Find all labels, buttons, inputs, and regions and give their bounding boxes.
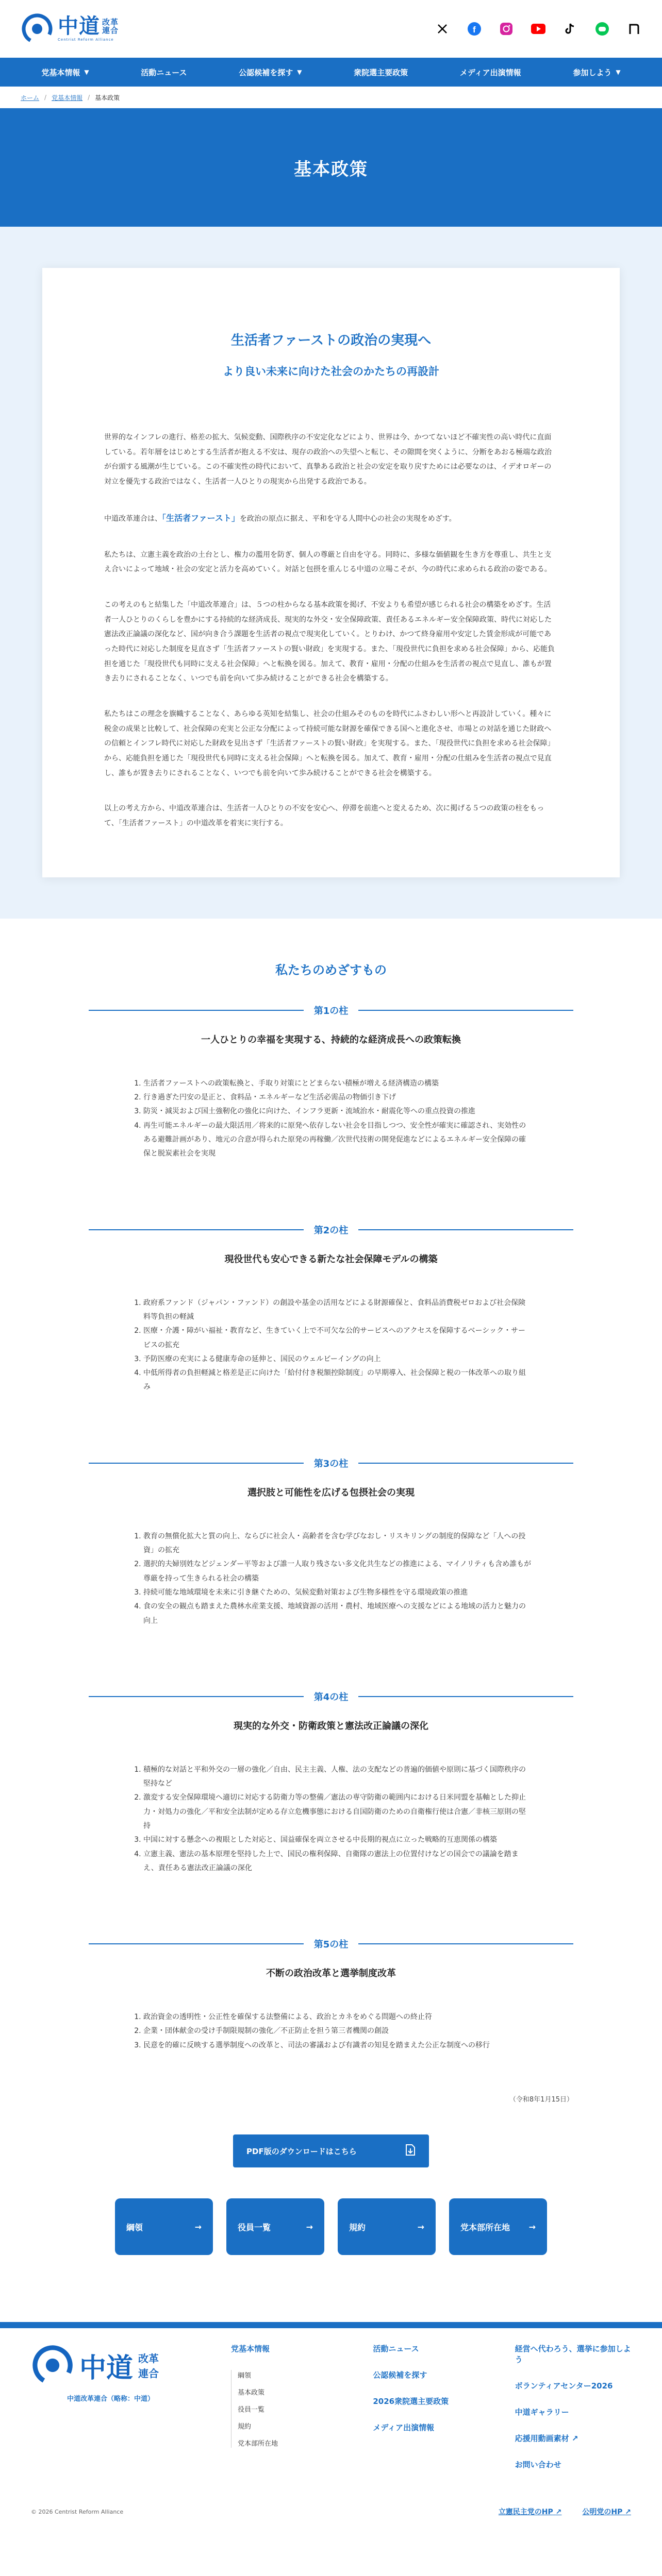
highlight-text: 「生活者ファースト」 [162, 513, 240, 523]
goals-title: 私たちのめざすもの [275, 962, 387, 977]
pillar-header [89, 1456, 573, 1470]
footer-bottom [31, 2506, 631, 2517]
pillar-heading: 現役世代も安心できる新たな社会保障モデルの構築 [224, 1253, 438, 1265]
arrow-right-icon: → [194, 2222, 202, 2232]
intro-paragraph: 私たちはこの理念を旗幟することなく、あらゆる英知を結集し、社会の仕組みそのものを時代にふさわしい形へと再設計していく。種々に税金の成果と比較して、社会保障の充実と公正な分配によって持続可能な財源を確保できる国へと進化させ、市場との対話を通じた財政への信頼とインフレ時代に対応した財政を見出さず「生活者ファーストの賢い財政」を実現する。また、「現役世代に負担を求める社会保障」から、応能負担を通じた「現役世代も同時に支える社会保障」へと転換を図る。加えて、教育・雇用・分配の仕組みを生活者の視点で見直し、誰もが置き去りにされることなく、いつでも前を向いて歩み続けることができる社会を構築する。 [104, 710, 555, 777]
goals-section [89, 919, 573, 2322]
list-item: 3. 中国に対する懸念への複眼とした対応と、国益確保を両立させる中長期的視点に立った戦略的互恵関係の構築 [143, 1833, 532, 1847]
pillar-items [130, 1077, 532, 1161]
logo-main-text: 中道 [58, 14, 100, 38]
pillar-label: 第5の柱 [313, 1939, 349, 1951]
nav-label: 参加しよう [573, 67, 612, 77]
pillar-header [89, 1004, 573, 1017]
pillar-items [130, 2010, 532, 2053]
footer-link[interactable] [515, 2433, 631, 2444]
instagram-icon[interactable] [499, 22, 514, 36]
pillar-label: 第3の柱 [313, 1458, 349, 1469]
divider-line [89, 1010, 304, 1011]
breadcrumb-separator: / [88, 94, 90, 101]
footer-sublink[interactable]: 党本部所在地 [238, 2440, 278, 2448]
list-item: 4. 再生可能エネルギーの最大限活用／将来的に原発へ依存しない社会を目指しつつ、安全性が確実に確認され、実効性のある避難計画があり、地元の合意が得られた原発の再稼働／次世代技術の開発促進などによるエネルギー安全保障の確保と脱炭素社会を実現 [143, 1119, 532, 1161]
page-title: 基本政策 [294, 159, 368, 180]
logo-small-text-1: 改革 [102, 17, 119, 27]
pillar-section [89, 1456, 573, 1628]
list-item: 2. 医療・介護・障がい福祉・教育など、生きていく上で不可欠な公的サービスへのアクセスを保障するベーシック・サービスの拡充 [143, 1324, 532, 1352]
list-item: 2. 激変する安全保障環境へ適切に対応する防衛力等の整備／憲法の専守防衛の範囲内における日米同盟を基軸とした抑止力・対処力の強化／平和安全法制が定める存立危機事態における自国防衛のための自衛権行使は合憲／非核三原則の堅持 [143, 1791, 532, 1833]
divider-line [358, 1010, 573, 1011]
list-item: 3. 持続可能な地域環境を未来に引き継ぐための、気候変動対策および生物多様性を守る環境政策の推進 [143, 1586, 532, 1600]
footer-link[interactable]: お問い合わせ [515, 2460, 561, 2470]
line-icon[interactable] [595, 22, 609, 36]
note-icon[interactable] [627, 22, 641, 36]
breadcrumb-separator: / [44, 94, 47, 101]
footer-col-1 [231, 2344, 347, 2486]
pillar-header [89, 1223, 573, 1236]
divider-line [89, 1463, 304, 1464]
footer-sublink[interactable]: 規約 [238, 2423, 252, 2431]
publish-date: （令和8年1月15日） [509, 2096, 573, 2104]
footer-link[interactable]: 公認候補を探す [373, 2370, 427, 2380]
footer-org-name: 中道改革連合（略称：中道） [67, 2395, 155, 2403]
intro-section [0, 227, 662, 919]
arrow-right-icon: → [528, 2222, 536, 2232]
divider-line [89, 1229, 304, 1230]
copyright: © 2026 Centrist Reform Alliance [31, 2508, 124, 2515]
footer-link-label: 応援用動画素材 [515, 2434, 569, 2444]
list-item: 4. 食の安全の観点も踏まえた農林水産業支援、地域資源の活用・農村、地域医療への支援などによる地域の活力と魅力の向上 [143, 1600, 532, 1628]
list-item: 1. 積極的な対話と平和外交の一層の強化／自由、民主主義、人権、法の支配などの普遍的価値や原則に基づく国際秩序の堅持など [143, 1763, 532, 1791]
intro-title: 生活者ファーストの政治の実現へ [230, 333, 432, 348]
footer-logo[interactable] [31, 2344, 205, 2387]
tiktok-icon[interactable] [563, 22, 577, 36]
pillar-label: 第4の柱 [313, 1691, 349, 1703]
partner-link[interactable] [499, 2506, 562, 2517]
arrow-right-icon: → [306, 2222, 313, 2232]
list-item: 3. 民意を的確に反映する選挙制度への改革と、司法の審議および有識者の知見を踏まえた公正な制度への移行 [143, 2039, 532, 2053]
pillar-heading: 現実的な外交・防衛政策と憲法改正論議の深化 [234, 1720, 428, 1732]
chevron-down-icon: ▼ [297, 69, 302, 76]
divider-line [89, 1943, 304, 1944]
nav-label: 衆院選主要政策 [354, 67, 408, 77]
chevron-down-icon: ▼ [616, 69, 621, 76]
divider-line [358, 1696, 573, 1697]
link-card-label: 党本部所在地 [460, 2222, 510, 2232]
nav-item-news[interactable] [141, 67, 187, 78]
top-bar [0, 0, 662, 58]
breadcrumb-home[interactable]: ホーム [21, 94, 40, 101]
footer-col-2 [373, 2344, 489, 2486]
nav-label: 党基本情報 [41, 67, 80, 77]
chevron-down-icon: ▼ [84, 69, 89, 76]
site-logo[interactable] [21, 12, 119, 45]
nav-item-media[interactable] [460, 67, 521, 78]
footer-link[interactable]: メディア出演情報 [373, 2423, 435, 2433]
text-span: 中道改革連合は、 [104, 514, 162, 523]
footer-link[interactable]: 2026衆院選主要政策 [373, 2397, 449, 2406]
logo-small-text-2: 連合 [102, 26, 119, 35]
main-nav [0, 58, 662, 87]
divider-line [358, 1943, 573, 1944]
list-item: 4. 立憲主義、憲法の基本原理を堅持した上で、国民の権利保障、自衛隊の憲法上の位置付けなどの国会での議論を踏まえ、責任ある憲法改正論議の深化 [143, 1848, 532, 1876]
list-item: 3. 防災・減災および国土強靭化の強化に向けた、インフラ更新・流域治水・耐震化等への重点投資の推進 [143, 1105, 532, 1118]
footer-link[interactable]: 党基本情報 [231, 2344, 270, 2354]
intro-paragraph [104, 510, 558, 527]
link-card-label: 綱領 [126, 2222, 143, 2232]
footer-link[interactable]: 中道ギャラリー [515, 2408, 569, 2417]
nav-label: 活動ニュース [141, 67, 187, 77]
footer-logo-text: 中道 [79, 2352, 134, 2384]
intro-paragraph: 以上の考え方から、中道改革連合は、生活者一人ひとりの不安を安心へ、停滞を前進へと変えるため、次に掲げる５つの政策の柱をもって、「生活者ファースト」の中道改革を着実に実行する。 [104, 804, 544, 828]
external-link-icon: ↗ [555, 2508, 562, 2517]
pillar-header [89, 1690, 573, 1703]
list-item: 2. 行き過ぎた円安の是正と、食料品・エネルギーなど生活必需品の物価引き下げ [143, 1091, 532, 1105]
footer-link[interactable]: ボランティアセンター2026 [515, 2381, 613, 2391]
facebook-icon[interactable] [467, 22, 482, 36]
link-card-label: 規約 [349, 2222, 366, 2232]
intro-subtitle: より良い未来に向けた社会のかたちの再設計 [223, 365, 439, 378]
footer-sublink[interactable]: 役員一覧 [238, 2406, 265, 2414]
intro-card [42, 268, 620, 877]
pillar-heading: 選択肢と可能性を広げる包摂社会の実現 [247, 1487, 415, 1498]
pillars-list [89, 1004, 573, 2053]
pillar-label: 第1の柱 [313, 1005, 349, 1016]
list-item: 4. 中低所得者の負担軽減と格差是正に向けた「給付付き税額控除制度」の早期導入、社会保障と税の一体改革への取り組み [143, 1366, 532, 1395]
divider-line [358, 1463, 573, 1464]
logo-emblem-icon [31, 2344, 74, 2387]
footer-col-3 [515, 2344, 631, 2486]
list-item: 1. 生活者ファーストへの政策転換と、手取り対策にとどまらない積極が増える経済構造の構築 [143, 1077, 532, 1091]
intro-paragraph: 私たちは、立憲主義を政治の土台とし、権力の濫用を防ぎ、個人の尊厳と自由を守る。同時に、多様な価値観を生き方を尊重し、共生と支え合いによって地域・社会の安定と活力を高めていく。対話と包摂を重んじる中道の立場こそが、今の時代に求められる政治の姿である。 [104, 550, 552, 574]
link-card-officers[interactable] [226, 2198, 324, 2255]
pillar-section [89, 1937, 573, 2053]
footer-logo-small: 改革 [138, 2352, 159, 2365]
footer-sublink[interactable]: 綱領 [238, 2372, 252, 2380]
footer-logo-small: 連合 [138, 2367, 159, 2380]
pillar-heading: 一人ひとりの幸福を実現する、持続的な経済成長への政策転換 [201, 1034, 461, 1045]
text-span: を政治の原点に据え、平和を守る人間中心の社会の実現をめざす。 [239, 514, 456, 523]
link-card-label: 役員一覧 [238, 2222, 271, 2232]
intro-paragraph: 世界的なインフレの進行、格差の拡大、気候変動、国際秩序の不安定化などにより、世界は今、かつてないほど不確実性の高い時代に直面している。若年層をはじめとする生活者が抱える不安は、現存の政治への失望へと転じ、その隙間を突くように、分断をあおる極端な政治が台頭する風潮が生じている。この不確実性の時代において、真摯ある政治と社会の安定を取り戻すためには必要なのは、イデオロギーの対立を優先する政治ではなく、生活者一人ひとりの現実から出発する政治である。 [104, 433, 552, 486]
intro-paragraph: この考えのもと結集した「中道改革連合」は、５つの柱からなる基本政策を掲げ、不安よりも希望が感じられる社会の構築をめざす。生活者一人ひとりのくらしを豊かにする持続的な経済成長、現実的な外交・安全保障政策、責任あるエネルギー安全保障政策、時代に対応した憲法改正論議の深化など、国が向き合う課題を生活者の視点で現実化していく。とりわけ、かつて終身雇用や安定した賃金形成が可能であった時代に対応した制度を見直さず「生活者ファーストの賢い財政」を実現する。また、「現役世代に負担を求める社会保障」から、応能負担を通じた「現役世代も同時に支える社会保障」へと転換を図る。加えて、教育・雇用・分配の仕組みを生活者の視点で見直し、誰もが置き去りにされることなく、いつでも前を向いて歩み続けることができる社会を構築する。 [104, 600, 555, 683]
file-icon [405, 2144, 416, 2158]
footer-link[interactable]: 活動ニュース [373, 2344, 419, 2354]
pillar-heading: 不断の政治改革と選挙制度改革 [266, 1968, 396, 1979]
nav-label: 公認候補を探す [239, 67, 293, 77]
nav-item-policies[interactable] [354, 67, 408, 78]
pillar-section [89, 1004, 573, 1161]
logo-english: Centrist Reform Alliance [58, 38, 114, 42]
site-header [0, 0, 662, 87]
list-item: 1. 教育の無償化拡大と質の向上、ならびに社会人・高齢者を含む学びなおし・リスキリングの制度的保障など「人への投資」の拡充 [143, 1530, 532, 1558]
youtube-icon[interactable] [531, 22, 545, 36]
pillar-section [89, 1690, 573, 1875]
list-item: 1. 政治資金の透明性・公正性を確保する法整備による、政治とカネをめぐる問題への終止符 [143, 2010, 532, 2024]
breadcrumb-current: 基本政策 [95, 94, 120, 101]
pillar-items [130, 1530, 532, 1628]
related-links [89, 2198, 573, 2255]
external-link-icon: ↗ [625, 2508, 631, 2517]
pillar-header [89, 1937, 573, 1951]
list-item: 2. 企業・団体献金の受け手制限規制の強化／不正防止を担う第三者機関の創設 [143, 2024, 532, 2038]
x-icon[interactable] [435, 22, 450, 36]
link-card-rules[interactable] [338, 2198, 436, 2255]
list-item: 1. 政府系ファンド（ジャパン・ファンド）の創設や基金の活用などによる財源確保と、食料品消費税ゼロおよび社会保険料等負担の軽減 [143, 1296, 532, 1325]
partner-link[interactable] [582, 2506, 631, 2517]
breadcrumb-party-info[interactable]: 党基本情報 [52, 94, 83, 101]
link-card-hq-location[interactable] [449, 2198, 547, 2255]
divider-line [358, 1229, 573, 1230]
pdf-download-button[interactable] [233, 2134, 429, 2167]
pdf-button-label: PDF版のダウンロードはこちら [246, 2146, 357, 2156]
list-item: 3. 予防医療の充実による健康寿命の延伸と、国民のウェルビーイングの向上 [143, 1352, 532, 1366]
social-links [435, 22, 641, 36]
divider-line [89, 1696, 304, 1697]
footer-logo-block [31, 2344, 205, 2486]
partner-link-label: 公明党のHP [582, 2508, 623, 2517]
pdf-wrap [89, 2134, 573, 2167]
breadcrumb [0, 87, 662, 108]
arrow-right-icon: → [417, 2222, 424, 2232]
footer-link[interactable]: 経営へ代わろう、選挙に参加しよう [515, 2344, 631, 2365]
svg-text:f: f [473, 25, 476, 35]
pillar-section [89, 1223, 573, 1395]
partner-link-label: 立憲民主党のHP [498, 2508, 553, 2517]
link-card-platform[interactable] [115, 2198, 213, 2255]
site-footer [0, 2322, 662, 2532]
footer-sublink[interactable]: 基本政策 [238, 2389, 265, 2397]
pillar-items [130, 1763, 532, 1875]
pillar-label: 第2の柱 [313, 1225, 349, 1236]
logo-emblem-icon [21, 12, 54, 45]
external-link-icon: ↗ [571, 2434, 578, 2444]
nav-item-candidates[interactable] [239, 67, 302, 78]
nav-label: メディア出演情報 [459, 67, 521, 77]
list-item: 2. 選択的夫婦別姓などジェンダー平等および誰一人取り残さない多文化共生などの推進による、マイノリティも含め誰もが尊厳を持って生きられる社会の構築 [143, 1557, 532, 1586]
page-hero [0, 108, 662, 227]
pillar-items [130, 1296, 532, 1395]
nav-item-party-info[interactable] [41, 67, 89, 78]
nav-item-participate[interactable] [573, 67, 620, 78]
